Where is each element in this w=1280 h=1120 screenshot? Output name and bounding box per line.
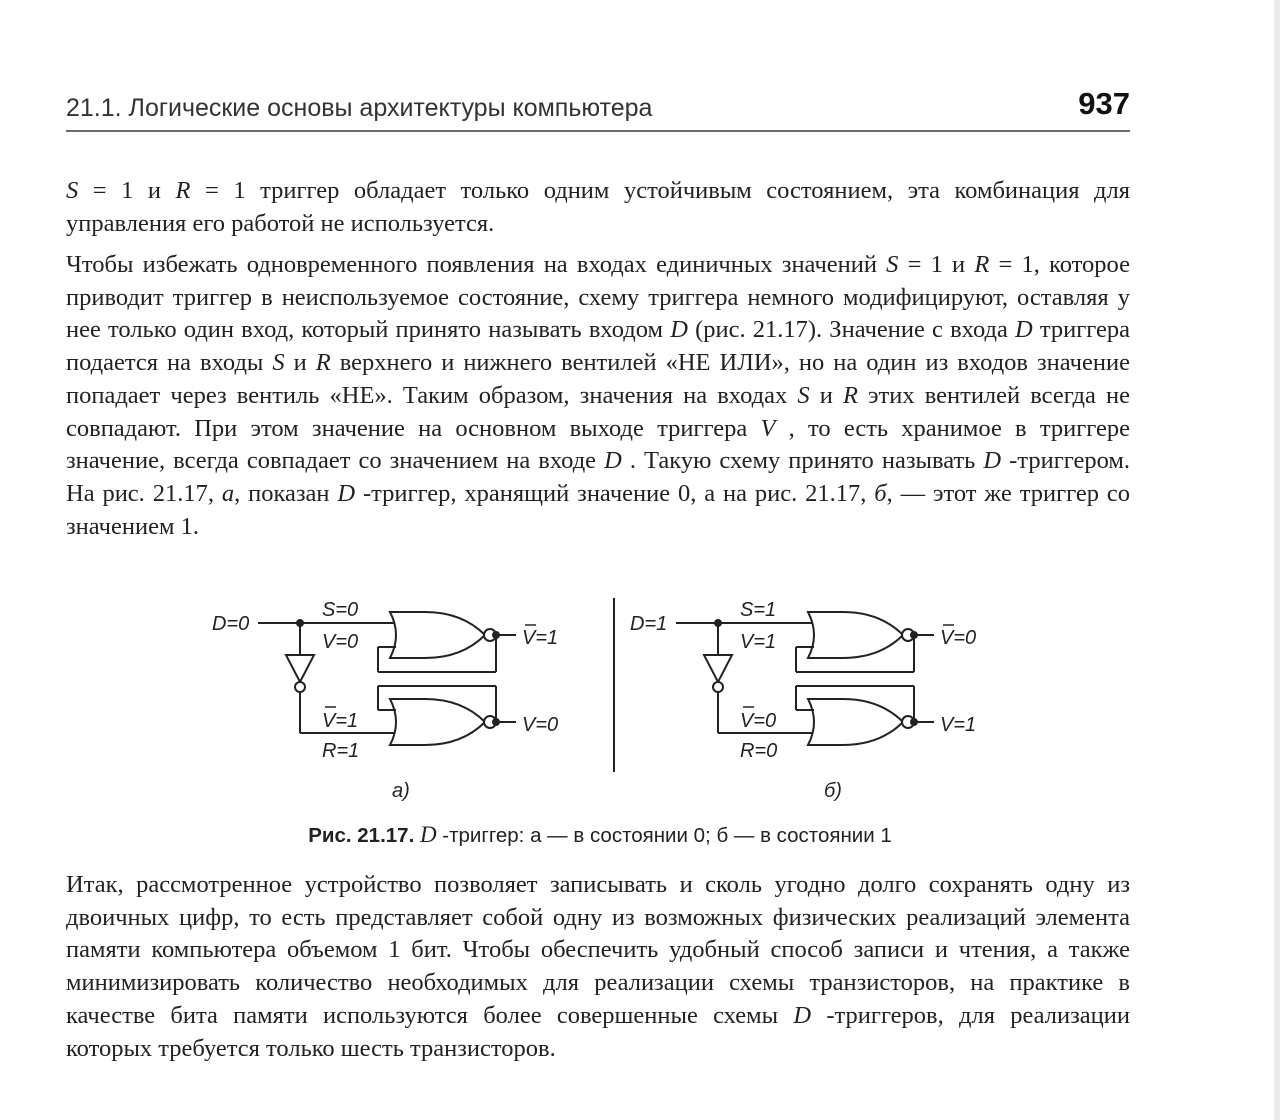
label-d-a: D=0 (212, 613, 250, 635)
d-trigger-diagram (200, 590, 1000, 805)
page-header (66, 84, 1130, 132)
label-v-top-b: V=1 (740, 631, 777, 653)
paragraph-3: Итак, рассмотренное устройство позволяет записывать и сколь угодно долго сохранять одну из двоичных цифр, то есть представляет собой одну из возможных физических реализаций элемента памяти компьютера объемом 1 бит. Чтобы обеспечить удобный способ записи и чтения, а также минимизировать количество необходимых для реализации схемы транзисторов, на практике в качестве бита памяти используются более совершенные схемы D -триггеров, для реализации которых требуется только шесть транзисторов. (66, 871, 1130, 1062)
circuit-b (630, 599, 976, 802)
label-v-top-a: V=0 (322, 631, 359, 653)
label-vbar-out-a: V=1 (522, 627, 559, 649)
figure-caption (0, 822, 1200, 848)
label-s-a: S=0 (322, 599, 359, 621)
figure-d-trigger (200, 590, 1000, 805)
var-s: S (66, 177, 79, 204)
page-edge-shadow (1274, 0, 1280, 1120)
caption-label: Рис. 21.17. (308, 824, 415, 847)
label-v-out-b: V=1 (940, 714, 977, 736)
caption-var-d: D (419, 822, 437, 847)
label-vbar-in-a: V=1 (322, 710, 359, 732)
label-r-b: R=0 (740, 740, 778, 762)
label-s-b: S=1 (740, 599, 777, 621)
caption-text: -триггер: а — в состоянии 0; б — в состоянии 1 (436, 824, 892, 847)
label-v-out-a: V=0 (522, 714, 559, 736)
paragraph-2: Чтобы избежать одновременного появления на входах единичных значений S = 1 и R = 1, которое приводит триггер в неиспользуемое состояние, схему триггера немного модифицируют, оставляя у нее только один вход, который принято называть входом D (рис. 21.17). Значение с входа D триггера подается на входы S и R верхнего и нижнего вентилей «НЕ ИЛИ», но на один из входов значение попадает через вентиль «НЕ». Таким образом, значения на входах S и R этих вентилей всегда не совпадают. При этом значение на основном выходе триггера V , то есть хранимое в триггере значение, всегда совпадает со значением на входе D . Такую схему принято называть D -триггером. На рис. 21.17, а, показан D -триггер, хранящий значение 0, а на рис. 21.17, б, — этот же триггер со значением 1. (66, 251, 1131, 540)
var-r: R (175, 177, 191, 204)
label-vbar-in-b: V=0 (740, 710, 777, 732)
label-d-b: D=1 (630, 613, 668, 635)
paragraph-1: S = 1 и R = 1 триггер обладает только одним устойчивым состоянием, эта комбинация для управления его работой не используется. (66, 177, 1130, 237)
label-r-a: R=1 (322, 740, 360, 762)
page-number: 937 (1078, 86, 1130, 121)
sublabel-b: б) (824, 780, 842, 802)
running-title: 21.1. Логические основы архитектуры компьютера (66, 94, 653, 122)
label-vbar-out-b: V=0 (940, 627, 977, 649)
sublabel-a: а) (392, 780, 410, 802)
circuit-a (212, 599, 558, 802)
